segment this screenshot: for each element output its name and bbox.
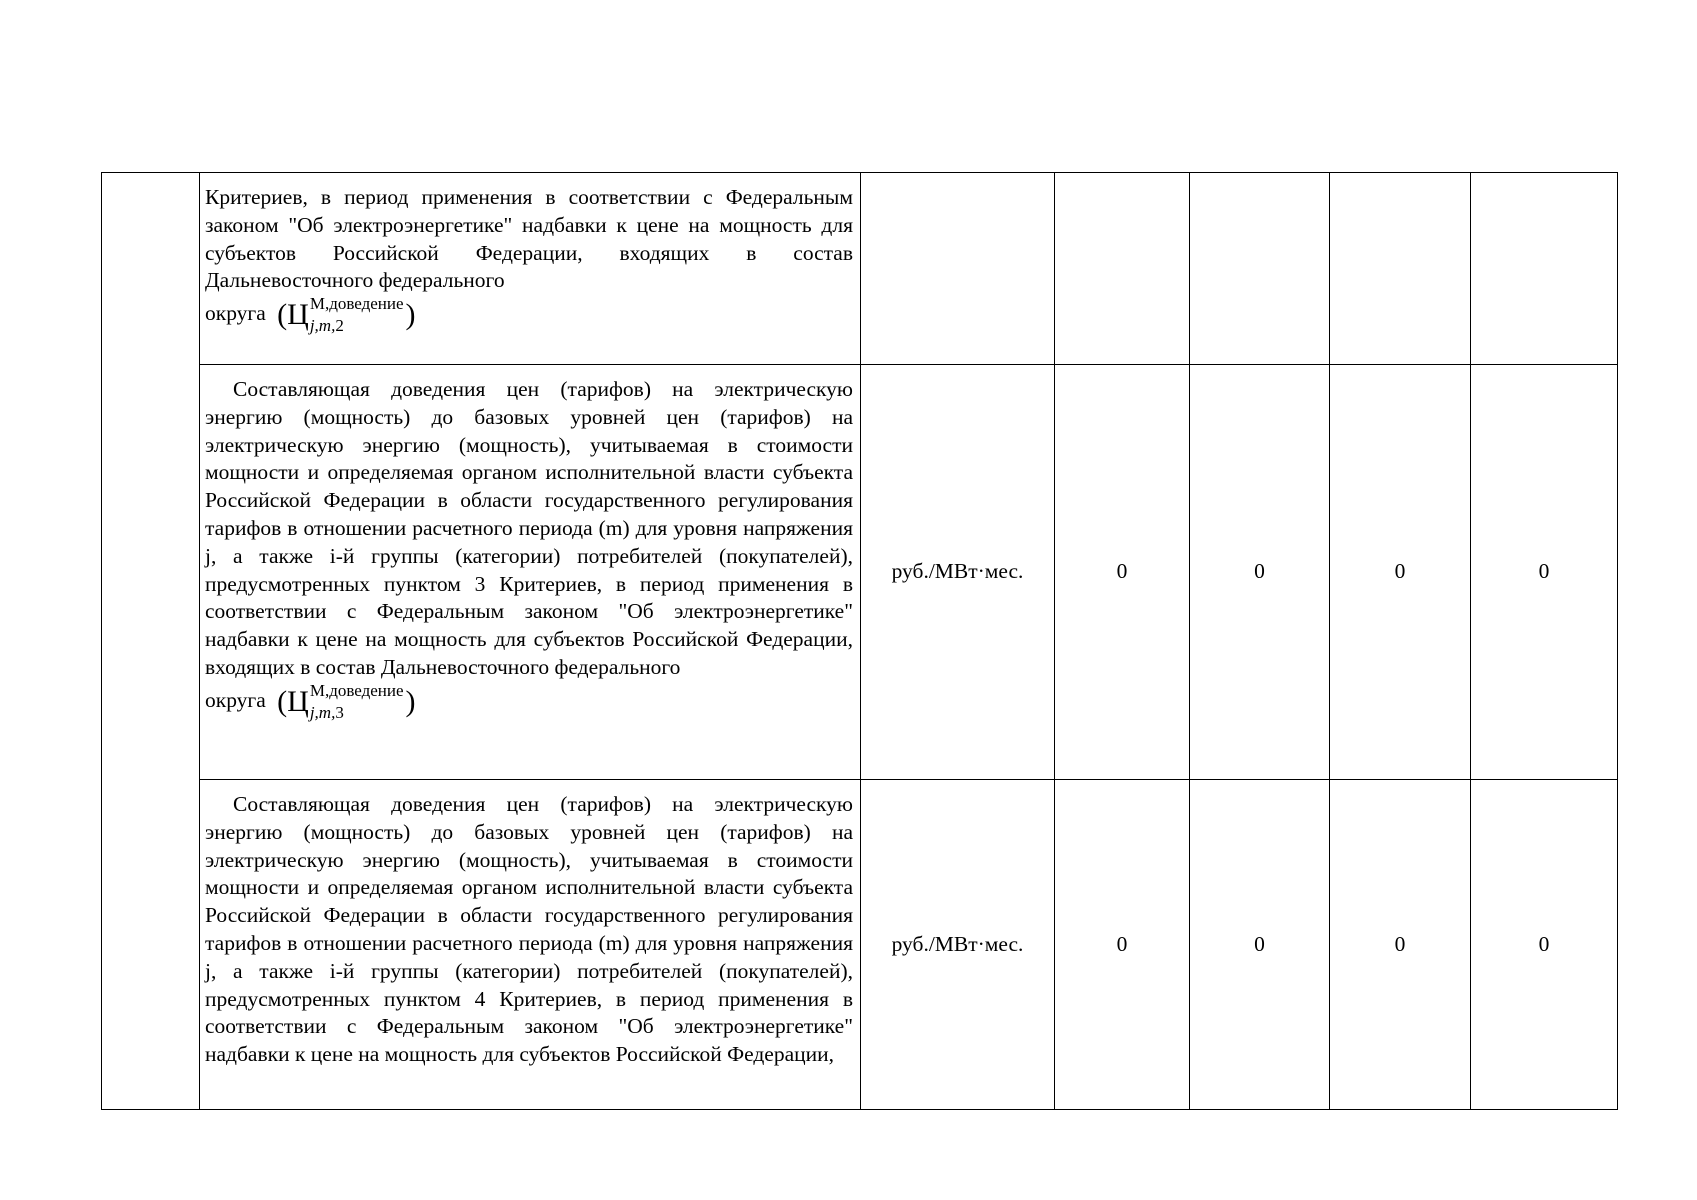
unit-cell: руб./МВт·мес. bbox=[861, 780, 1055, 1110]
row-description bbox=[200, 365, 861, 780]
description-last-line bbox=[205, 680, 853, 722]
row-description bbox=[200, 780, 861, 1110]
value-cell: 0 bbox=[1471, 780, 1618, 1110]
table-row bbox=[102, 173, 1618, 365]
value-cell: 0 bbox=[1471, 365, 1618, 780]
value-cell: 0 bbox=[1330, 780, 1471, 1110]
formula: (Ц М,доведение j,m,3 ) bbox=[277, 680, 416, 722]
formula-subscript-vars: j,m, bbox=[309, 702, 336, 722]
formula-superscript: М,доведение bbox=[309, 294, 404, 314]
value-cell bbox=[1190, 173, 1330, 365]
formula-superscript: М,доведение bbox=[309, 680, 404, 700]
formula-subscript-index: 2 bbox=[335, 316, 344, 336]
description-text: Составляющая доведения цен (тарифов) на электрическую энергию (мощность) до базовых уровней цен (тарифов) на электрическую энергию (мощность), учитываемая в стоимости мощности и определяемая органом исполнительной власти субъекта Российской Федерации в области государственного регулирования тарифов в отношении расчетного периода (m) для уровня напряжения j, а также i-й группы (категории) потребителей (покупателей), предусмотренных пунктом 4 Критериев, в период применения в соответствии с Федеральным законом "Об электроэнергетике" надбавки к цене на мощность для субъектов Российской Федерации, bbox=[205, 792, 853, 1067]
formula: (Ц М,доведение j,m,2 ) bbox=[277, 294, 416, 336]
tariff-table bbox=[101, 172, 1618, 1110]
formula-subscript bbox=[310, 704, 404, 722]
value-cell bbox=[1330, 173, 1471, 365]
description-last-line bbox=[205, 294, 853, 336]
district-word: округа bbox=[205, 301, 266, 326]
table-row bbox=[102, 780, 1618, 1110]
formula-letter: Ц bbox=[287, 684, 309, 718]
value-cell bbox=[1055, 173, 1190, 365]
formula-subscript-vars: j,m, bbox=[309, 316, 336, 336]
row-description bbox=[200, 173, 861, 365]
value-cell bbox=[1471, 173, 1618, 365]
value-cell: 0 bbox=[1190, 780, 1330, 1110]
unit-cell: руб./МВт·мес. bbox=[861, 365, 1055, 780]
description-text: Критериев, в период применения в соответствии с Федеральным законом "Об электроэнергетике" надбавки к цене на мощность для субъектов Российской Федерации, входящих в состав Дальневосточного федерального bbox=[205, 185, 853, 293]
value-cell: 0 bbox=[1055, 780, 1190, 1110]
formula-letter: Ц bbox=[287, 298, 309, 332]
value-cell: 0 bbox=[1055, 365, 1190, 780]
value-cell: 0 bbox=[1330, 365, 1471, 780]
value-cell: 0 bbox=[1190, 365, 1330, 780]
unit-cell bbox=[861, 173, 1055, 365]
formula-subscript-index: 3 bbox=[335, 702, 344, 722]
table-row bbox=[102, 365, 1618, 780]
number-column-cell bbox=[102, 173, 200, 1110]
description-text: Составляющая доведения цен (тарифов) на электрическую энергию (мощность) до базовых уровней цен (тарифов) на электрическую энергию (мощность), учитываемая в стоимости мощности и определяемая органом исполнительной власти субъекта Российской Федерации в области государственного регулирования тарифов в отношении расчетного периода (m) для уровня напряжения j, а также i-й группы (категории) потребителей (покупателей), предусмотренных пунктом 3 Критериев, в период применения в соответствии с Федеральным законом "Об электроэнергетике" надбавки к цене на мощность для субъектов Российской Федерации, входящих в состав Дальневосточного федерального bbox=[205, 377, 853, 679]
district-word: округа bbox=[205, 687, 266, 712]
formula-subscript bbox=[310, 317, 404, 335]
